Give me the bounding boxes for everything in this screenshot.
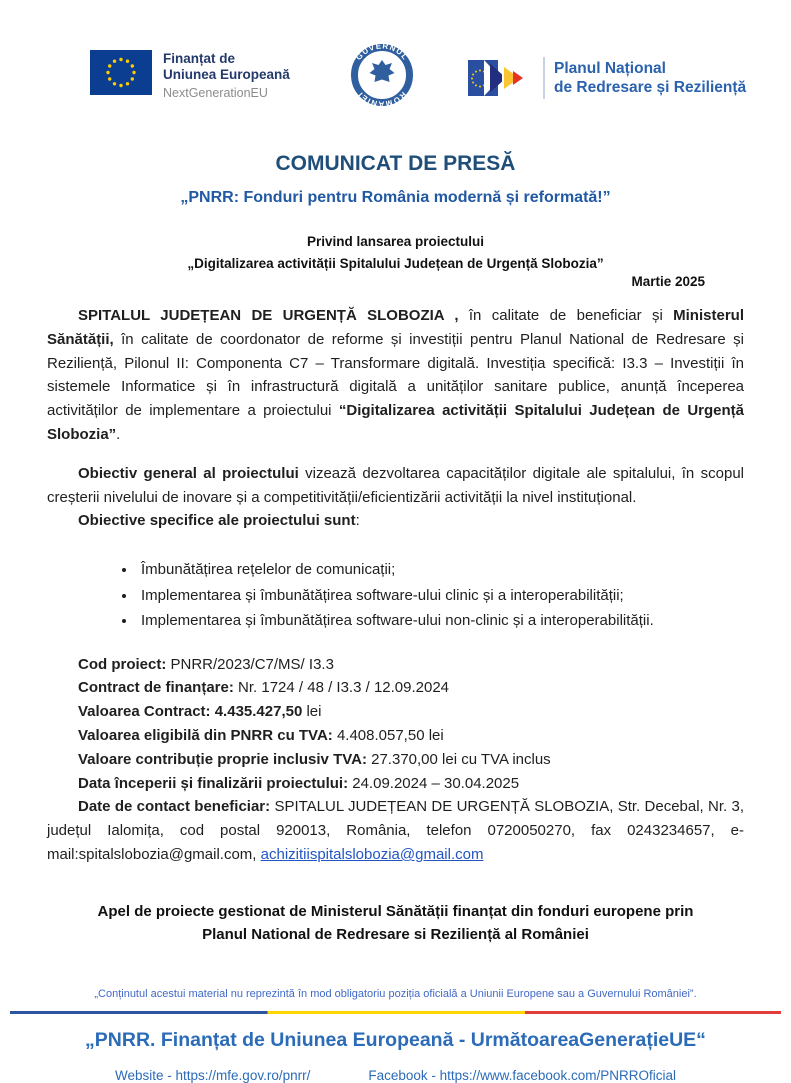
pnrr-logo (468, 56, 746, 100)
intro-line-2: „Digitalizarea activității Spitalului Județean de Urgență Slobozia” (187, 256, 604, 271)
eu-logo-line2: Uniunea Europeană (163, 67, 290, 82)
svg-text:GUVERNUL: GUVERNUL (354, 44, 410, 62)
document-title: COMUNICAT DE PRESĂ (275, 152, 516, 175)
website-link-text: Website - https://mfe.gov.ro/pnrr/ (115, 1068, 311, 1083)
objectives-list (47, 557, 744, 634)
detail-project-code: Cod proiect: PNRR/2023/C7/MS/ I3.3 (78, 655, 334, 673)
romanian-government-seal (351, 44, 413, 111)
eu-logo-line3: NextGenerationEU (163, 86, 268, 100)
logo-header (0, 0, 791, 150)
pnrr-logo-caption (554, 59, 746, 97)
pnrr-logo-line1: Planul Național (554, 60, 666, 77)
project-name: “Digitalizarea activității Spitalului Județean de Urgență Slobozia” (47, 402, 745, 443)
government-seal-icon (351, 44, 413, 106)
list-item: • Implementarea și îmbunătățirea software-ului clinic și a interoperabilității; (137, 583, 744, 609)
document-date: Martie 2025 (631, 274, 705, 289)
contact-email-link[interactable]: achizitiispitalslobozia@gmail.com (260, 846, 484, 864)
closing-statement: Apel de proiecte gestionat de Ministerul Sănătății finanțat din fonduri europene prin Planul National de Redresare si Reziliență al României (97, 902, 694, 944)
pnrr-logo-line2: de Redresare și Reziliență (554, 79, 747, 96)
body-paragraph-1: SPITALUL JUDEȚEAN DE URGENȚĂ SLOBOZIA , în calitate de beneficiar și Ministerul Sănătății, în calitate de coordonator de reforme și investiții pentru Planul National de Redresare și Reziliență, Pilonul II: Componenta C7 – Transformare digitală. Investiția specifică: I3.3 – Investiții în sistemele Informatice și în infrastructură digitală a unităților sanitare publice, anunță începerea activităților de implementare a proiectului “Digitalizarea activității Spitalului Județean de Urgență Slobozia”. (47, 307, 745, 443)
detail-financing-contract: Contract de finanțare: Nr. 1724 / 48 / I3.3 / 12.09.2024 (78, 679, 450, 697)
body-paragraph-2: Obiectiv general al proiectului vizează dezvoltarea capacităților digitale ale spitalului, în scopul creșterii nivelului de inovare și a competitivității/eficientizării activității la nivel instituțional. (47, 464, 744, 506)
eu-logo-caption (163, 50, 290, 101)
contact-label: Date de contact beneficiar: (78, 798, 271, 816)
document-body (0, 152, 791, 1000)
list-item: • Îmbunătățirea rețelelor de comunicații; (137, 557, 744, 583)
romanian-flag-divider (10, 1011, 781, 1015)
detail-own-contribution: Valoare contribuție proprie inclusiv TVA: 27.370,00 lei cu TVA inclus (78, 750, 551, 768)
beneficiary-name: SPITALUL JUDEȚEAN DE URGENȚĂ SLOBOZIA , (78, 307, 459, 324)
detail-project-dates: Data începerii și finalizării proiectului: 24.09.2024 – 30.04.2025 (78, 774, 520, 792)
pnrr-arrows-icon (468, 56, 534, 100)
list-item: • Implementarea și îmbunătățirea software-ului non-clinic și a interoperabilității. (137, 608, 744, 634)
contact-paragraph: Date de contact beneficiar: SPITALUL JUDEȚEAN DE URGENȚĂ SLOBOZIA, Str. Decebal, Nr. 3, județul Ialomița, cod postal 920013, România, telefon 0720050270, fax 0243234657, e-mail:spitalslobozia@gmail.com, achizitiispitalslobozia@gmail.com (47, 798, 745, 864)
footer-slogan: „PNRR. Finanțat de Uniunea Europeană - UrmătoareaGenerațieUE“ (85, 1029, 706, 1052)
project-details (47, 653, 744, 867)
eu-funded-logo (90, 50, 290, 101)
eu-logo-line1: Finanțat de (163, 51, 236, 66)
general-objective-label: Obiectiv general al proiectului (78, 464, 299, 482)
ministry-name: Ministerul Sănătății, (47, 307, 744, 348)
svg-text:ROMÂNIEI: ROMÂNIEI (355, 89, 409, 106)
document-subtitle: „PNRR: Fonduri pentru România modernă și reformată!” (180, 189, 611, 206)
specific-objectives-heading: Obiective specifice ale proiectului sunt: (78, 512, 360, 530)
intro-line-1: Privind lansarea proiectului (306, 234, 485, 249)
facebook-link-text: Facebook - https://www.facebook.com/PNRROficial (368, 1068, 676, 1083)
disclaimer-text: „Conținutul acestui material nu reprezintă în mod obligatoriu poziția oficială a Uniunii Europene sau a Guvernului României”. (94, 987, 697, 1000)
detail-eligible-value: Valoarea eligibilă din PNRR cu TVA: 4.408.057,50 lei (78, 727, 444, 745)
eu-flag-icon (90, 50, 152, 95)
logo-divider (543, 57, 545, 99)
footer-links (0, 1068, 791, 1083)
detail-contract-value: Valoarea Contract: 4.435.427,50 lei (78, 703, 322, 721)
